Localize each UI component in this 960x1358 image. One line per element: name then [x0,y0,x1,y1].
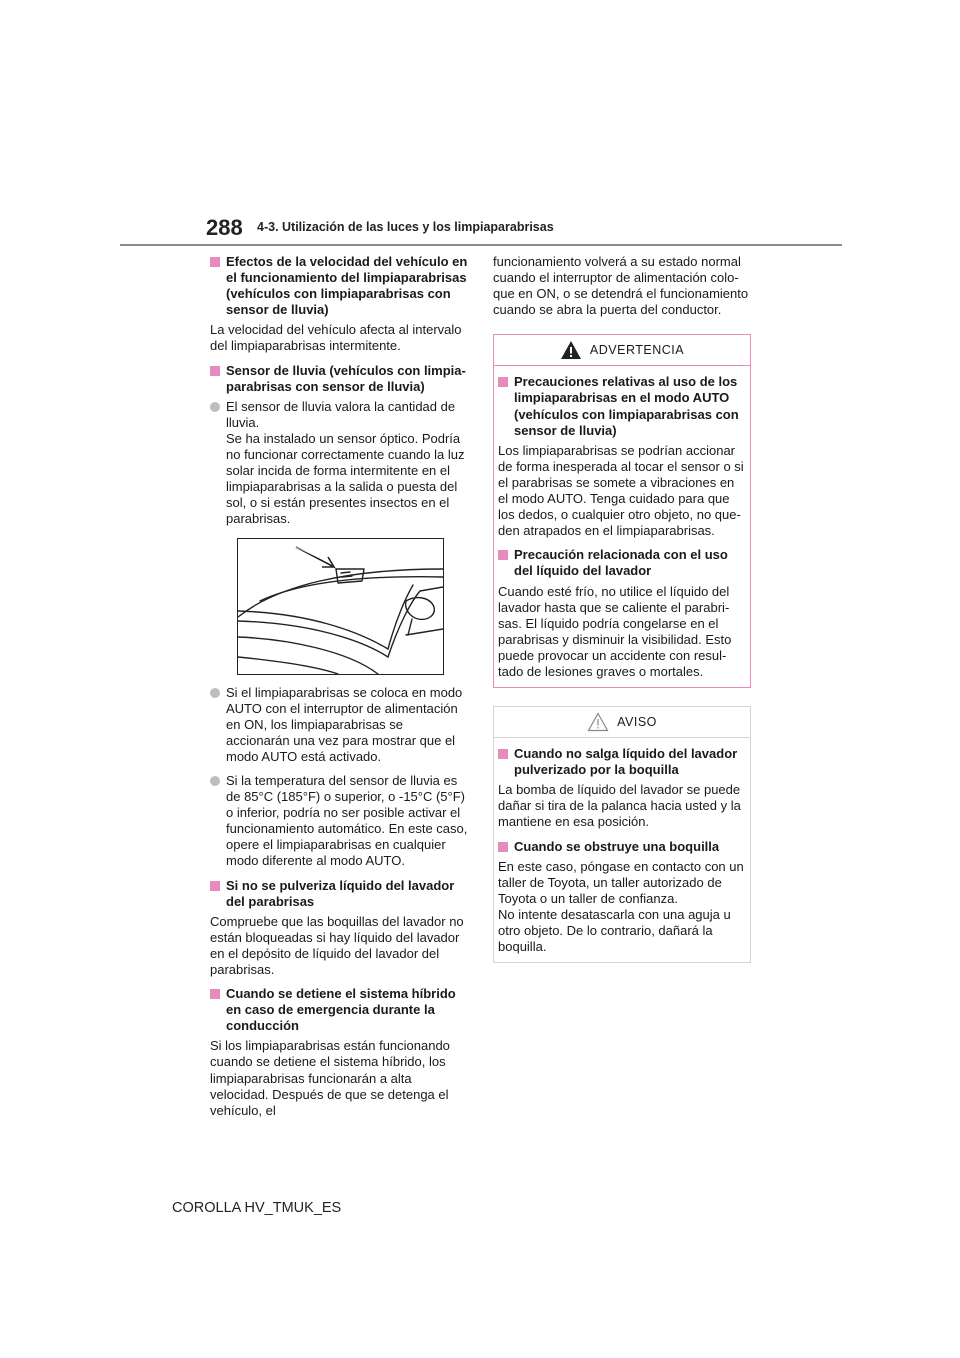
page-number: 288 [206,215,243,240]
pink-square-icon [498,550,508,560]
paragraph: funcionamiento volverá a su estado normal cuando el interruptor de alimentación coloque en ON, o se detendrá el funcionamiento cuando se abra la puerta del conductor. [493,254,749,318]
notice-box-header [494,707,750,738]
paragraph: Los limpiaparabrisas se podrían accionar de forma inesperada al tocar el sensor o si el parabrisas se somete a vibraciones en el modo AUTO. Tenga cuidado para que los dedos, o cualquier otro objeto, no queden atrapados en el limpiaparabrisas. [498,442,744,539]
paragraph: En este caso, póngase en contacto con un taller de Toyota, un taller autorizado de Toyota o un taller de confianza. No intente desatascarla con una aguja u otro objeto. De lo contrario, dañará la boquilla. [498,858,744,955]
paragraph: Si los limpiaparabrisas están funcionando cuando se detiene el sistema híbrido, los limpiaparabrisas funcionarán a alta velocidad. Después de que se detenga el vehículo, el [210,1038,450,1118]
pink-square-icon [498,377,508,387]
pink-square-icon [210,881,220,891]
bullet-item: Si la temperatura del sensor de lluvia es de 85°C (185°F) o superior, o -15°C (5°F) o inferior, podría no ser posible activar el funcionamiento automático. En este caso, opere el limpiaparabrisas en cualquier modo diferente al modo AUTO. [210,773,468,870]
heading-rain-sensor: Sensor de lluvia (vehículos con limpiaparabrisas con sensor de lluvia) [210,363,468,395]
heading-nozzle-blocked: Cuando se obstruye una boquilla [498,839,744,855]
heading-speed-effect: Efectos de la velocidad del vehículo en el funcionamiento del limpiaparabrisas (vehículos con limpiaparabrisas con sensor de lluvia) [210,254,468,318]
warning-box-header [494,335,750,366]
heading-washer-fluid-caution: Precaución relacionada con el uso del líquido del lavador [498,547,744,579]
pink-square-icon [210,989,220,999]
notice-title: AVISO [617,715,657,730]
rain-sensor-illustration [237,538,444,675]
bullet-item: Si el limpiaparabrisas se coloca en modo AUTO con el interruptor de alimentación en ON, los limpiaparabrisas se accionarán una vez para mostrar que el modo AUTO está activado. [210,685,468,765]
bullet-dot-icon [210,688,220,698]
warning-box [493,334,751,688]
section-title: 4-3. Utilización de las luces y los limpiaparabrisas [257,220,554,234]
heading-auto-mode-precautions: Precauciones relativas al uso de los limpiaparabrisas en el modo AUTO (vehículos con limpiaparabrisas con sensor de lluvia) [498,374,744,438]
pink-square-icon [210,366,220,376]
heading-no-washer-spray: Cuando no salga líquido del lavador pulverizado por la boquilla [498,746,744,778]
right-column [493,254,751,963]
windshield-sensor-image [238,539,443,674]
warning-triangle-icon [560,340,582,360]
bullet-dot-icon [210,402,220,412]
paragraph: La velocidad del vehículo afecta al intervalo del limpiaparabrisas intermitente. [210,322,462,354]
notice-triangle-icon [587,712,609,732]
pink-square-icon [498,842,508,852]
left-column [210,254,468,1127]
footer-model: COROLLA HV_TMUK_ES [172,1200,342,1216]
heading-washer-fluid: Si no se pulveriza líquido del lavador del parabrisas [210,878,468,910]
paragraph: Cuando esté frío, no utilice el líquido del lavador hasta que se caliente el parabrisas. El líquido podría congelarse en el parabrisas y disminuir la visibilidad. Esto puede provocar un accidente con resultado de lesiones graves o mortales. [498,583,732,679]
pink-square-icon [210,257,220,267]
paragraph: La bomba de líquido del lavador se puede dañar si tira de la palanca hacia usted y la mantiene en esa posición. [498,782,741,830]
heading-hybrid-stop: Cuando se detiene el sistema híbrido en caso de emergencia durante la conducción [210,986,468,1034]
bullet-dot-icon [210,776,220,786]
header-rule [120,244,842,246]
bullet-item: El sensor de lluvia valora la cantidad de lluvia. Se ha instalado un sensor óptico. Podría no funcionar correctamente cuando la luz solar incida de forma intermitente en el limpiaparabrisas a la salida o puesta del sol, o si están presentes insectos en el parabrisas. [210,399,468,528]
paragraph: Compruebe que las boquillas del lavador no están bloqueadas si hay líquido del lavador en el depósito de líquido del lavador del parabrisas. [210,913,464,977]
warning-title: ADVERTENCIA [589,343,685,358]
pink-square-icon [498,749,508,759]
notice-box [493,706,751,963]
